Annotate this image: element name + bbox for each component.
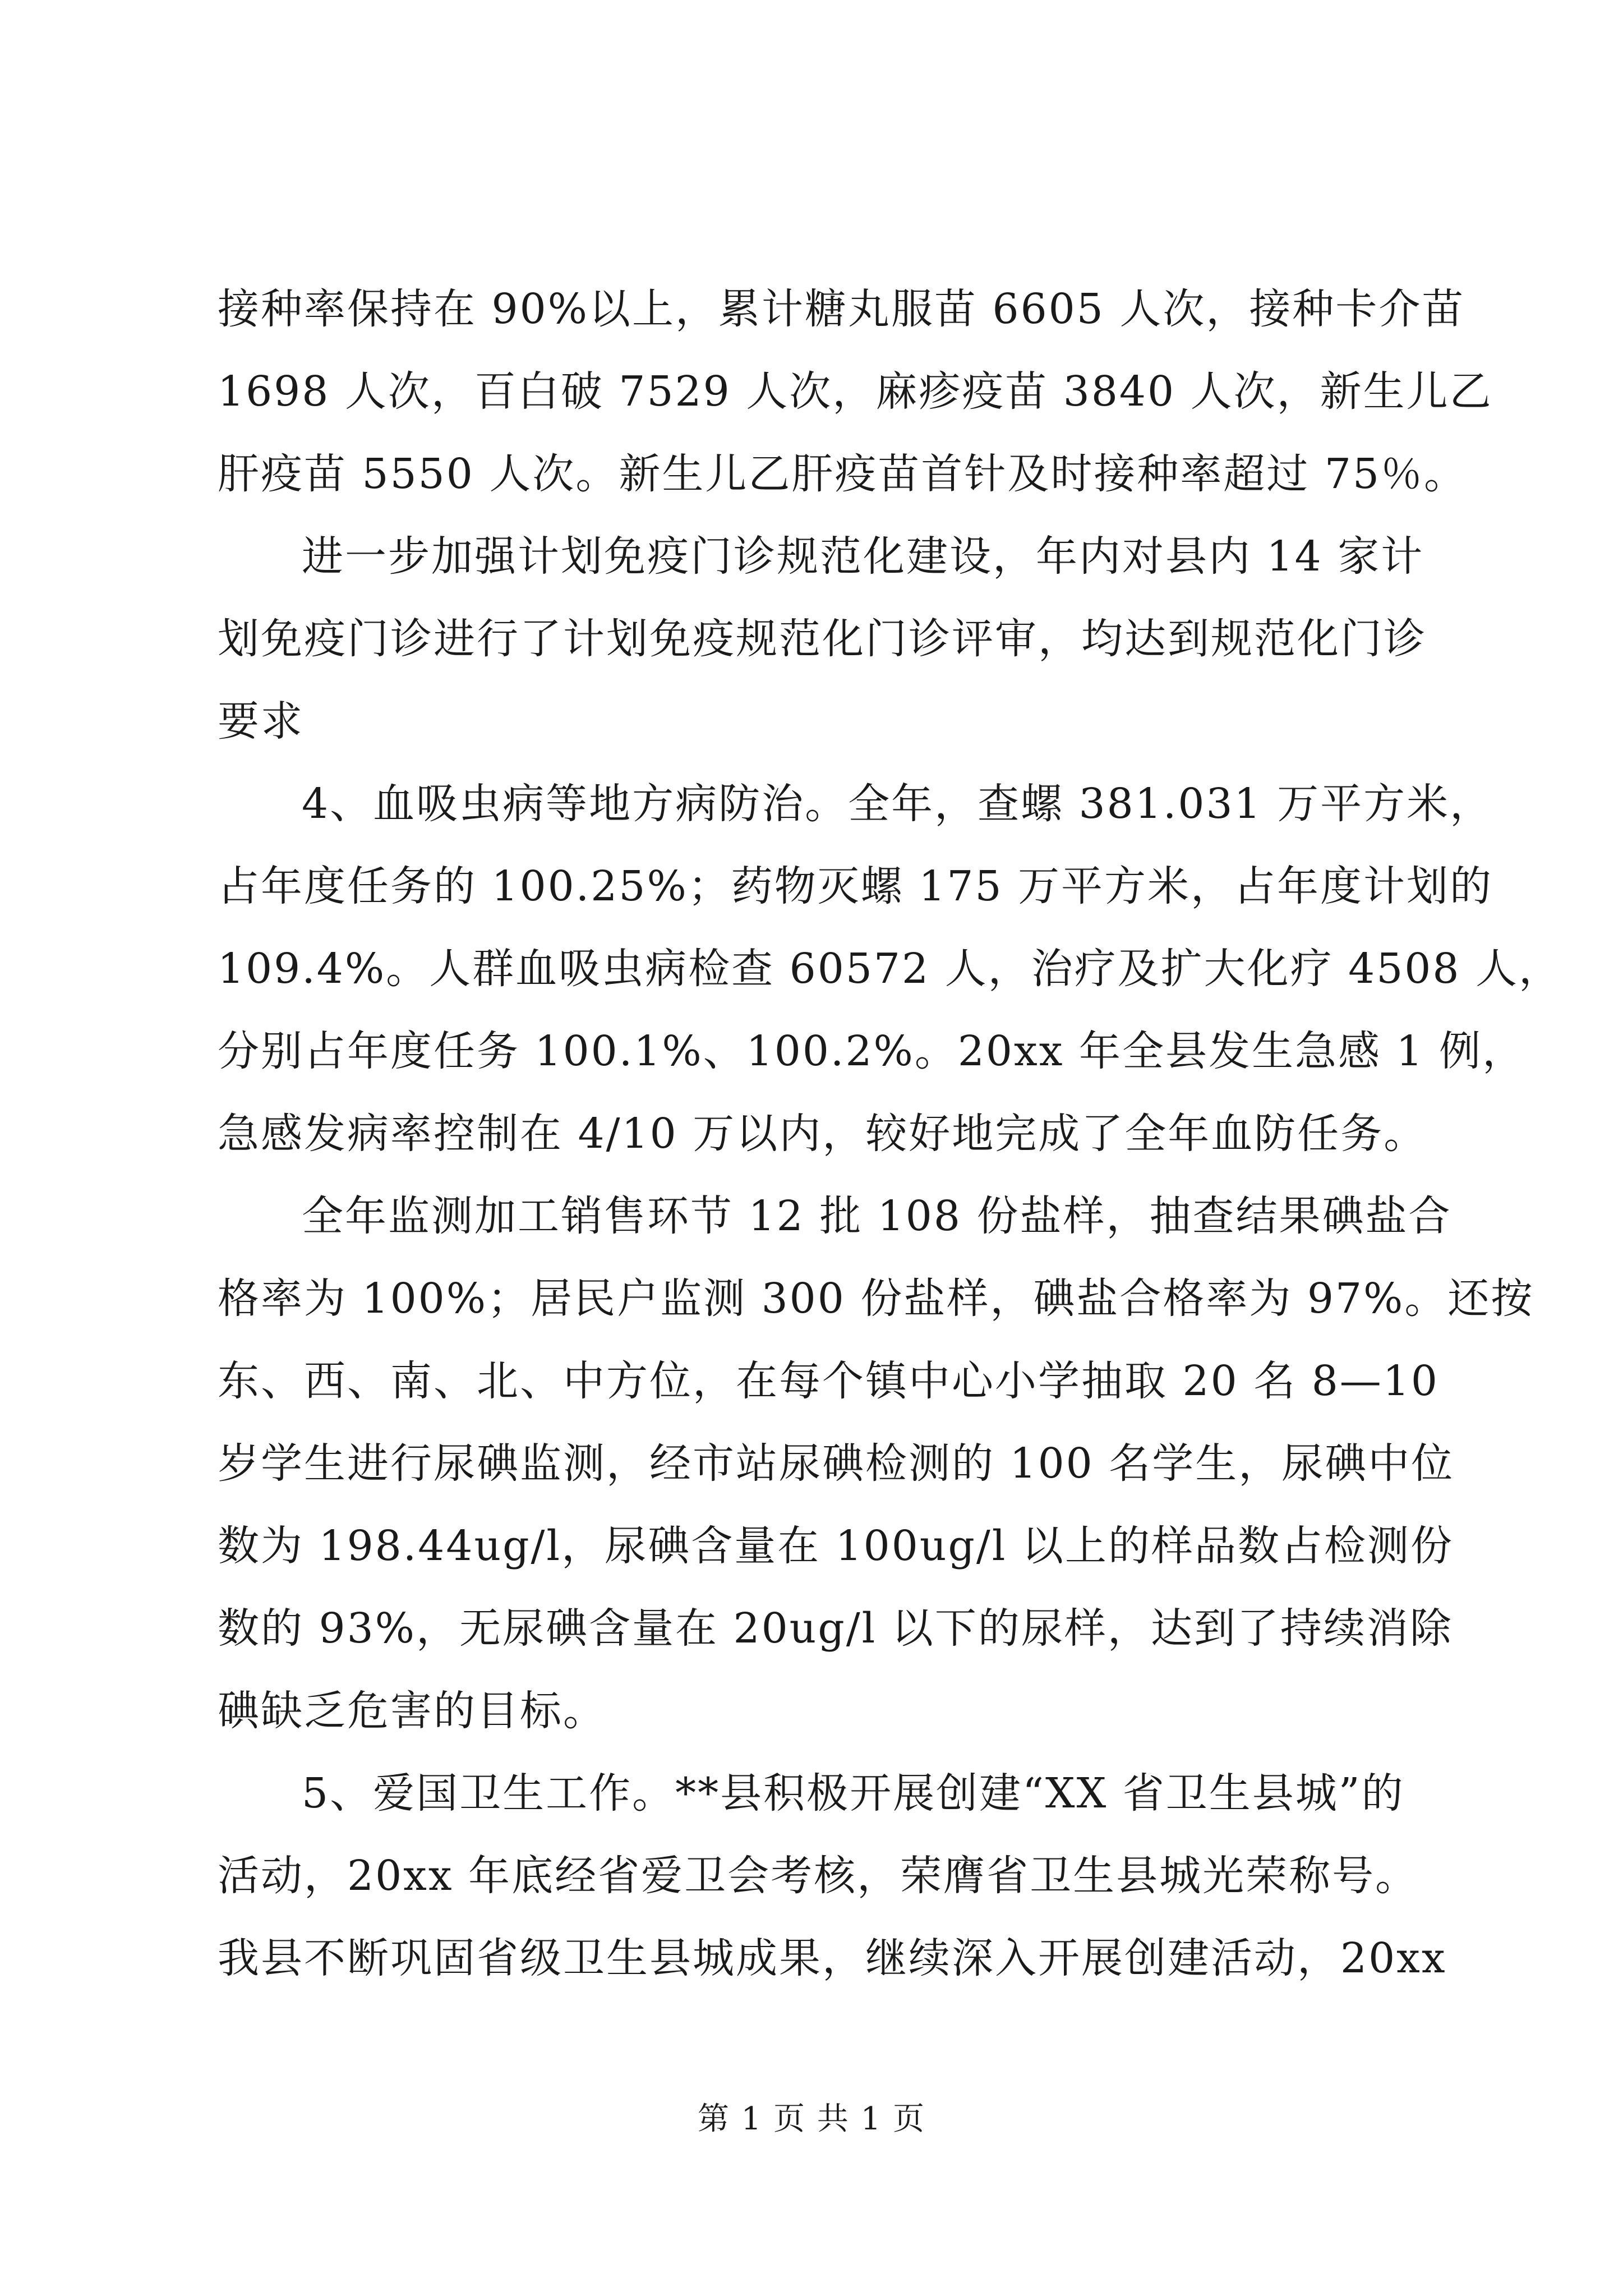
text-line: 肝疫苗 5550 人次。新生儿乙肝疫苗首针及时接种率超过 75％。 [218, 450, 1468, 498]
page-footer [0, 2097, 1623, 2142]
text-line: 我县不断巩固省级卫生县城成果，继续深入开展创建活动，20xx [218, 1934, 1447, 1982]
text-line: 岁学生进行尿碘监测，经市站尿碘检测的 100 名学生，尿碘中位 [218, 1439, 1455, 1488]
text-line: 占年度任务的 100.25%；药物灭螺 175 万平方米，占年度计划的 [218, 862, 1493, 910]
text-line: 109.4%。人群血吸虫病检查 60572 人，治疗及扩大化疗 4508 人， [218, 945, 1562, 993]
text-line: 要求 [218, 697, 304, 746]
text-line: 全年监测加工销售环节 12 批 108 份盐样，抽查结果碘盐合 [302, 1192, 1452, 1240]
text-line: 5、爱国卫生工作。**县积极开展创建“XX 省卫生县城”的 [302, 1769, 1405, 1818]
text-line: 格率为 100%；居民户监测 300 份盐样，碘盐合格率为 97%。还按 [218, 1274, 1534, 1323]
text-line: 碘缺乏危害的目标。 [218, 1687, 606, 1735]
text-line: 活动，20xx 年底经省爱卫会考核，荣膺省卫生县城光荣称号。 [218, 1852, 1419, 1900]
document-body [218, 268, 1562, 2000]
text-line: 东、西、南、北、中方位，在每个镇中心小学抽取 20 名 8—10 [218, 1357, 1439, 1405]
text-line: 1698 人次，百白破 7529 人次，麻疹疫苗 3840 人次，新生儿乙 [218, 367, 1493, 416]
text-line: 划免疫门诊进行了计划免疫规范化门诊评审，均达到规范化门诊 [218, 615, 1427, 663]
text-line: 分别占年度任务 100.1%、100.2%。20xx 年全县发生急感 1 例， [218, 1027, 1526, 1075]
text-line: 急感发病率控制在 4/10 万以内，较好地完成了全年血防任务。 [218, 1110, 1427, 1158]
text-line: 数为 198.44ug/l，尿碘含量在 100ug/l 以上的样品数占检测份 [218, 1522, 1454, 1570]
page-number: 第 1 页 共 1 页 [697, 2101, 926, 2137]
text-line: 接种率保持在 90%以上，累计糖丸服苗 6605 人次，接种卡介苗 [218, 285, 1465, 333]
text-line: 4、血吸虫病等地方病防治。全年，查螺 381.031 万平方米， [302, 780, 1493, 828]
text-line: 进一步加强计划免疫门诊规范化建设，年内对县内 14 家计 [302, 532, 1424, 581]
text-line: 数的 93%，无尿碘含量在 20ug/l 以下的尿样，达到了持续消除 [218, 1604, 1453, 1653]
